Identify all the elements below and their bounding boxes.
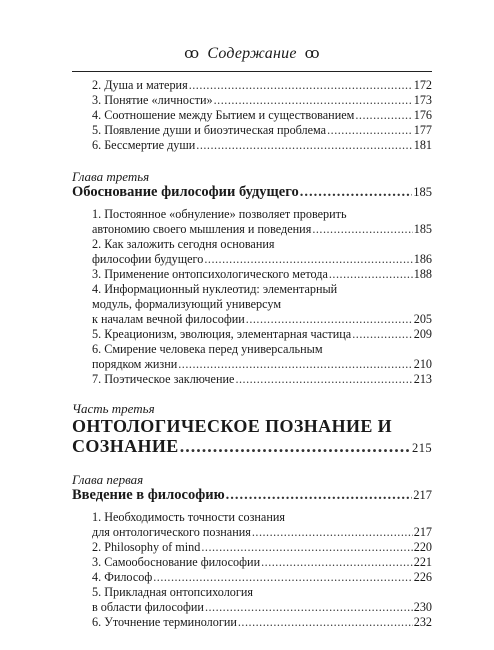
ornament-right-icon: ꝏ [304,46,320,62]
toc-entry[interactable]: 3. Применение онтопсихологического метода ..... 188 [92,267,432,282]
toc-entry[interactable]: 4. Соотношение между Бытием и существованием ..... 176 [92,108,432,123]
running-header [72,44,432,66]
toc-entry[interactable]: 5. Прикладная онтопсихология в области философии ..... 230 [92,585,432,615]
toc-entry[interactable]: 4. Философ ..... 226 [92,570,432,585]
toc-entry[interactable]: 2. Душа и материя ..... 172 [92,78,432,93]
toc-entry[interactable]: 7. Поэтическое заключение ..... 213 [92,372,432,387]
toc-entry[interactable]: 5. Появление души и биоэтическая проблема ..... 177 [92,123,432,138]
chapter3-entries [72,207,432,387]
toc-entry[interactable]: 1. Необходимость точности сознания для онтологического познания ..... 217 [92,510,432,540]
header-title: Содержание [207,45,297,62]
section1-entries [72,78,432,153]
chapter-label: Глава первая [72,472,144,487]
toc-entry[interactable]: 2. Philosophy of mind ..... 220 [92,540,432,555]
toc-entry[interactable]: 1. Постоянное «обнуление» позволяет проверить автономию своего мышления и поведения ..... 185 [92,207,432,237]
toc-entry[interactable]: 5. Креационизм, эволюция, элементарная частица ..... 209 [92,327,432,342]
toc-entry[interactable]: 2. Как заложить сегодня основания философии будущего ..... 186 [92,237,432,267]
toc-entry[interactable]: 3. Понятие «личности» ..... 173 [92,93,432,108]
chapter1-entries [72,510,432,630]
toc-entry[interactable]: 6. Бессмертие души ..... 181 [92,138,432,153]
toc-content [72,78,432,630]
toc-entry[interactable]: 6. Уточнение терминологии ..... 232 [92,615,432,630]
toc-entry[interactable]: 6. Смирение человека перед универсальным порядком жизни ..... 210 [92,342,432,372]
toc-entry[interactable]: 3. Самообоснование философии ..... 221 [92,555,432,570]
part-label: Часть третья [72,401,155,416]
header-rule [72,71,432,72]
part-title[interactable]: ОНТОЛОГИЧЕСКОЕ ПОЗНАНИЕ И СОЗНАНИЕ ..... 215 [72,416,432,458]
chapter-title[interactable]: Обоснование философии будущего ..... 185 [72,184,432,201]
chapter-title[interactable]: Введение в философию ..... 217 [72,487,432,504]
chapter-label: Глава третья [72,169,150,184]
toc-entry[interactable]: 4. Информационный нуклеотид: элементарный модуль, формализующий универсум к началам вечной философии ..... 205 [92,282,432,327]
ornament-left-icon: ꝏ [184,46,200,62]
